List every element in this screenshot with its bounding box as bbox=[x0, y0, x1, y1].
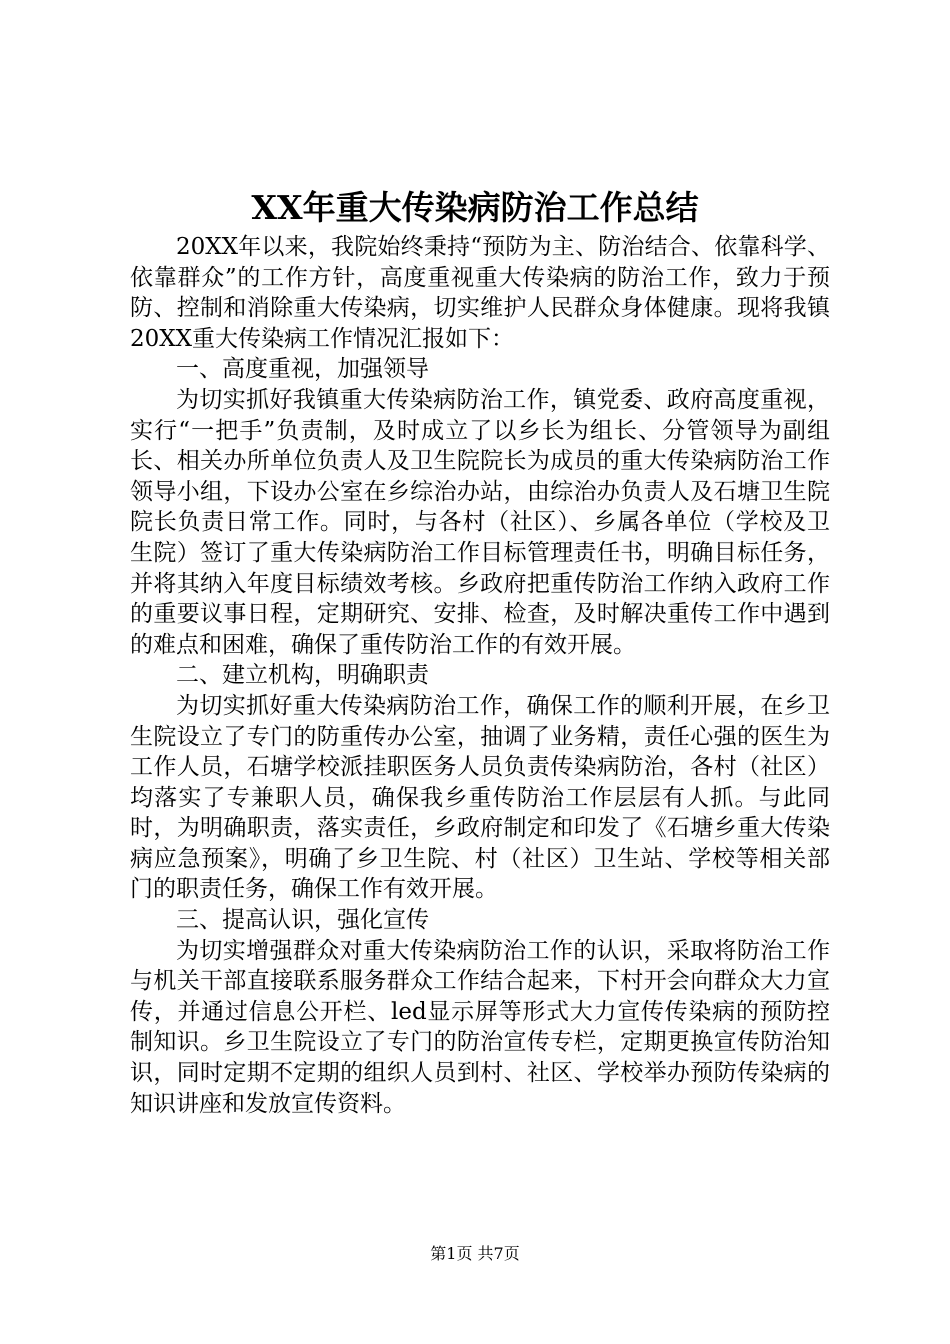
document-body bbox=[130, 232, 830, 1119]
document-title: XX年重大传染病防治工作总结 bbox=[251, 188, 699, 227]
section-heading-3: 三、提高认识，强化宣传 bbox=[176, 907, 429, 934]
section-paragraph-3: 为切实增强群众对重大传染病防治工作的认识，采取将防治工作与机关干部直接联系服务群众工作结合起来，下村开会向群众大力宣传，并通过信息公开栏、led显示屏等形式大力宣传传染病的预防控制知识。乡卫生院设立了专门的防治宣传专栏，定期更换宣传防治知识，同时定期不定期的组织人员到村、社区、学校举办预防传染病的知识讲座和发放宣传资料。 bbox=[130, 937, 830, 1117]
page-number-footer: 第1页 共7页 bbox=[430, 1244, 520, 1263]
section-paragraph-2: 为切实抓好重大传染病防治工作，确保工作的顺利开展，在乡卫生院设立了专门的防重传办公室，抽调了业务精，责任心强的医生为工作人员，石塘学校派挂职医务人员负责传染病防治，各村（社区）均落实了专兼职人员，确保我乡重传防治工作层层有人抓。与此同时，为明确职责，落实责任，乡政府制定和印发了《石塘乡重大传染病应急预案》，明确了乡卫生院、村（社区）卫生站、学校等相关部门的职责任务，确保工作有效开展。 bbox=[130, 692, 830, 903]
section-heading-1: 一、高度重视，加强领导 bbox=[176, 356, 429, 383]
section-paragraph-1: 为切实抓好我镇重大传染病防治工作，镇党委、政府高度重视，实行“一把手”负责制，及时成立了以乡长为组长、分管领导为副组长、相关办所单位负责人及卫生院院长为成员的重大传染病防治工作领导小组，下设办公室在乡综治办站，由综治办负责人及石塘卫生院院长负责日常工作。同时，与各村（社区）、乡属各单位（学校及卫生院）签订了重大传染病防治工作目标管理责任书，明确目标任务，并将其纳入年度目标绩效考核。乡政府把重传防治工作纳入政府工作的重要议事日程，定期研究、安排、检查，及时解决重传工作中遇到的难点和困难，确保了重传防治工作的有效开展。 bbox=[130, 386, 830, 658]
section-heading-2: 二、建立机构，明确职责 bbox=[176, 662, 429, 689]
intro-paragraph: 20XX年以来，我院始终秉持“预防为主、防治结合、依靠科学、依靠群众”的工作方针，高度重视重大传染病的防治工作，致力于预防、控制和消除重大传染病，切实维护人民群众身体健康。现将我镇20XX重大传染病工作情况汇报如下： bbox=[130, 234, 830, 352]
